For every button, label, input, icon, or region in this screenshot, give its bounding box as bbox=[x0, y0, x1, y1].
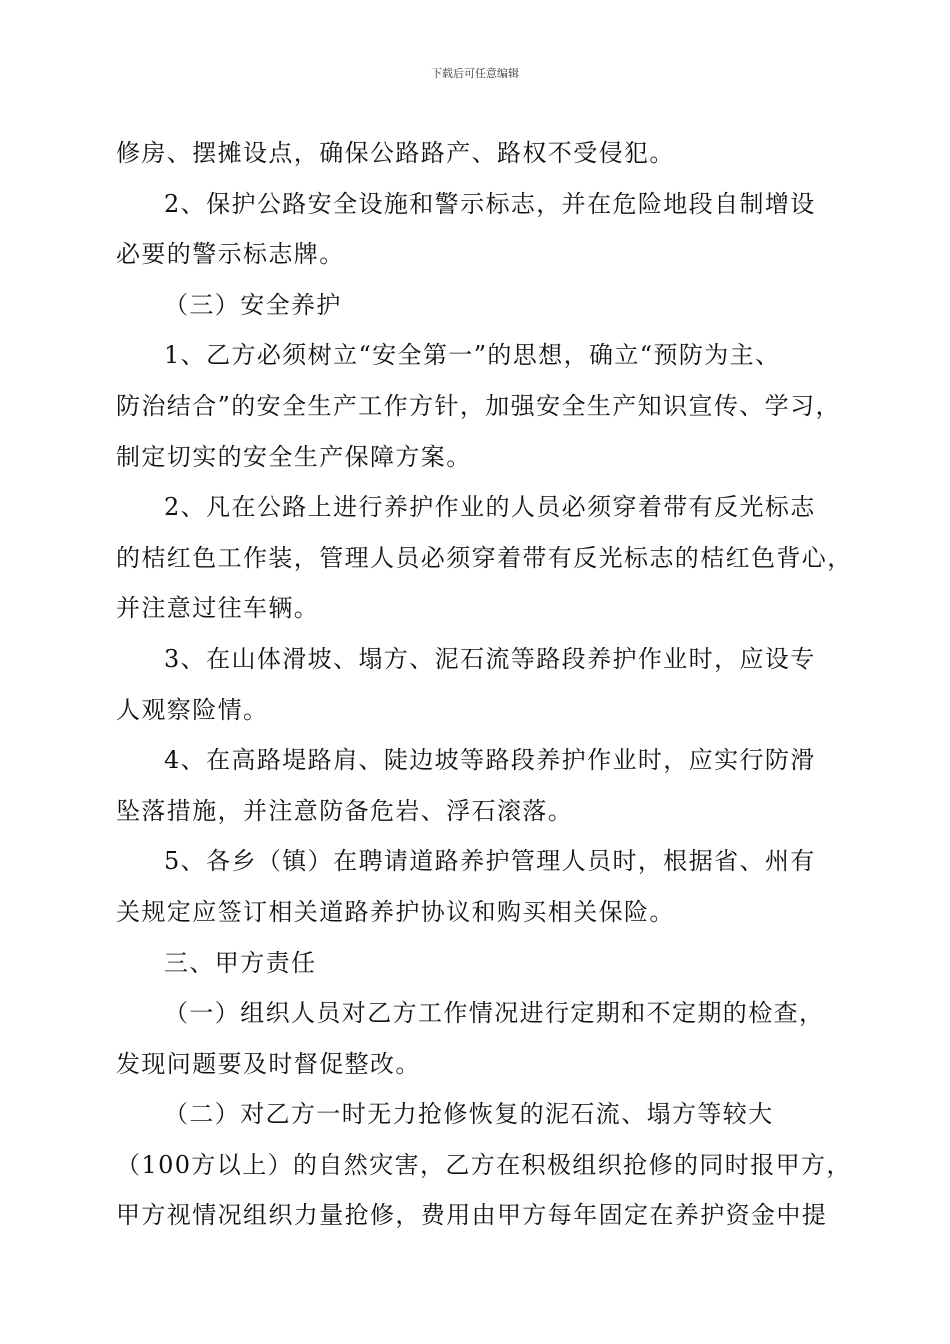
section-heading: （三）安全养护 bbox=[164, 290, 342, 319]
text-line: 关规定应签订相关道路养护协议和购买相关保险。 bbox=[116, 897, 675, 926]
text-line: （二）对乙方一时无力抢修恢复的泥石流、塌方等较大 bbox=[164, 1100, 774, 1129]
text-line: （100方以上）的自然灾害，乙方在积极组织抢修的同时报甲方， bbox=[116, 1150, 852, 1179]
text-line: 的桔红色工作装，管理人员必须穿着带有反光标志的桔红色背心， bbox=[116, 543, 853, 572]
text-line: 防治结合”的安全生产工作方针，加强安全生产知识宣传、学习， bbox=[116, 391, 841, 420]
text-line: 甲方视情况组织力量抢修，费用由甲方每年固定在养护资金中提 bbox=[116, 1201, 828, 1230]
text-line: 1、乙方必须树立“安全第一”的思想，确立“预防为主、 bbox=[164, 341, 781, 370]
text-line: 制定切实的安全生产保障方案。 bbox=[116, 442, 472, 471]
text-line: 并注意过往车辆。 bbox=[116, 594, 320, 623]
text-line: 发现问题要及时督促整改。 bbox=[116, 1049, 421, 1078]
text-line: 5、各乡（镇）在聘请道路养护管理人员时，根据省、州有 bbox=[164, 847, 816, 876]
document-body bbox=[116, 128, 853, 1241]
text-line: 坠落措施，并注意防备危岩、浮石滚落。 bbox=[116, 796, 574, 825]
text-line: 修房、摆摊设点，确保公路路产、路权不受侵犯。 bbox=[116, 139, 675, 167]
text-line: 人观察险情。 bbox=[116, 695, 269, 724]
text-line: （一）组织人员对乙方工作情况进行定期和不定期的检查， bbox=[164, 999, 825, 1028]
page-header: 下载后可任意编辑 bbox=[431, 67, 519, 80]
section-heading: 三、甲方责任 bbox=[164, 948, 317, 977]
text-line: 3、在山体滑坡、塌方、泥石流等路段养护作业时，应设专 bbox=[164, 644, 816, 673]
text-line: 2、保护公路安全设施和警示标志，并在危险地段自制增设 bbox=[164, 189, 816, 218]
text-line: 4、在高路堤路肩、陡边坡等路段养护作业时，应实行防滑 bbox=[164, 746, 816, 775]
text-line: 2、凡在公路上进行养护作业的人员必须穿着带有反光标志 bbox=[164, 493, 816, 522]
text-line: 必要的警示标志牌。 bbox=[116, 240, 345, 269]
